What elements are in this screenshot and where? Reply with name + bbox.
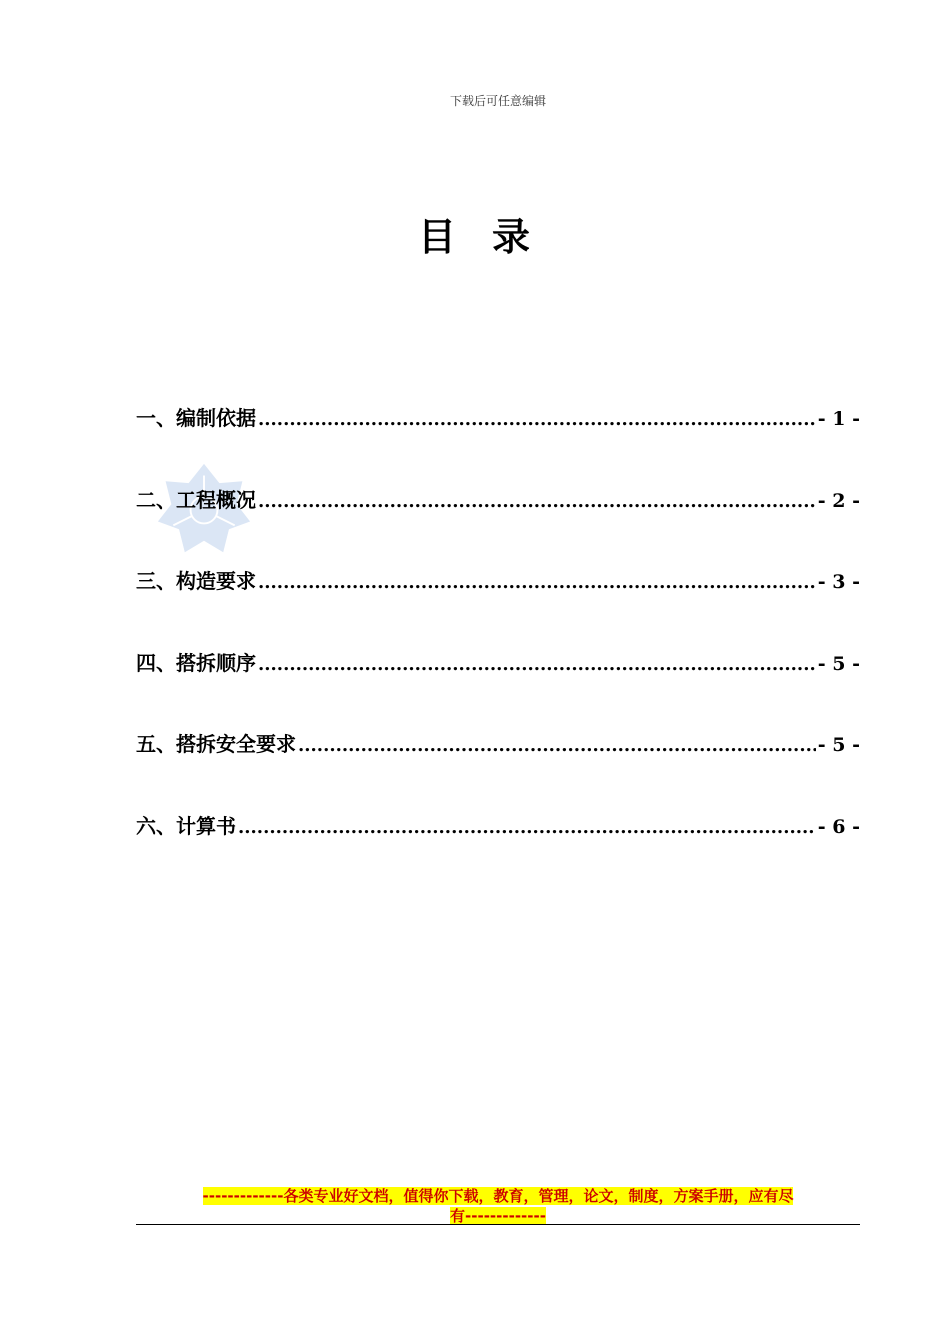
toc-entry-label: 二、工程概况 [136,487,256,512]
toc-entry-page: - 5 - [817,652,860,675]
toc-leader-dots [258,400,816,440]
toc-entry[interactable] [136,806,860,846]
toc-leader-dots [238,808,816,848]
toc-leader-dots [298,726,816,766]
toc-entry-label: 五、搭拆安全要求 [136,732,296,756]
toc-entry-label: 六、计算书 [136,813,236,838]
toc-entry[interactable] [136,724,860,764]
header-note: 下载后可任意编辑 [449,94,546,108]
document-title: 目录 [417,215,566,259]
toc-leader-dots [258,645,816,685]
footer-divider [136,1224,860,1225]
toc-entry[interactable] [136,398,860,438]
toc-entry[interactable] [136,561,860,601]
toc-entry-label: 四、搭拆顺序 [136,650,256,675]
toc-entry-page: - 2 - [817,489,860,512]
footer-banner-line1: -------------各类专业好文档，值得你下载，教育，管理，论文，制度，方案手册，应有尽 [202,1187,794,1205]
toc-entry-page: - 1 - [817,408,860,430]
toc-leader-dots [258,482,816,522]
toc-entry-label: 一、编制依据 [136,406,256,430]
toc-entry-page: - 3 - [817,571,860,593]
toc-entry-page: - 6 - [817,815,860,838]
toc-leader-dots [258,563,816,603]
toc-entry[interactable] [136,480,860,520]
table-of-contents [136,398,860,887]
toc-entry-page: - 5 - [817,734,860,756]
toc-entry-label: 三、构造要求 [136,569,256,593]
toc-entry[interactable] [136,643,860,683]
footer-banner [136,1186,860,1226]
footer-banner-line2: 有------------- [450,1207,546,1225]
